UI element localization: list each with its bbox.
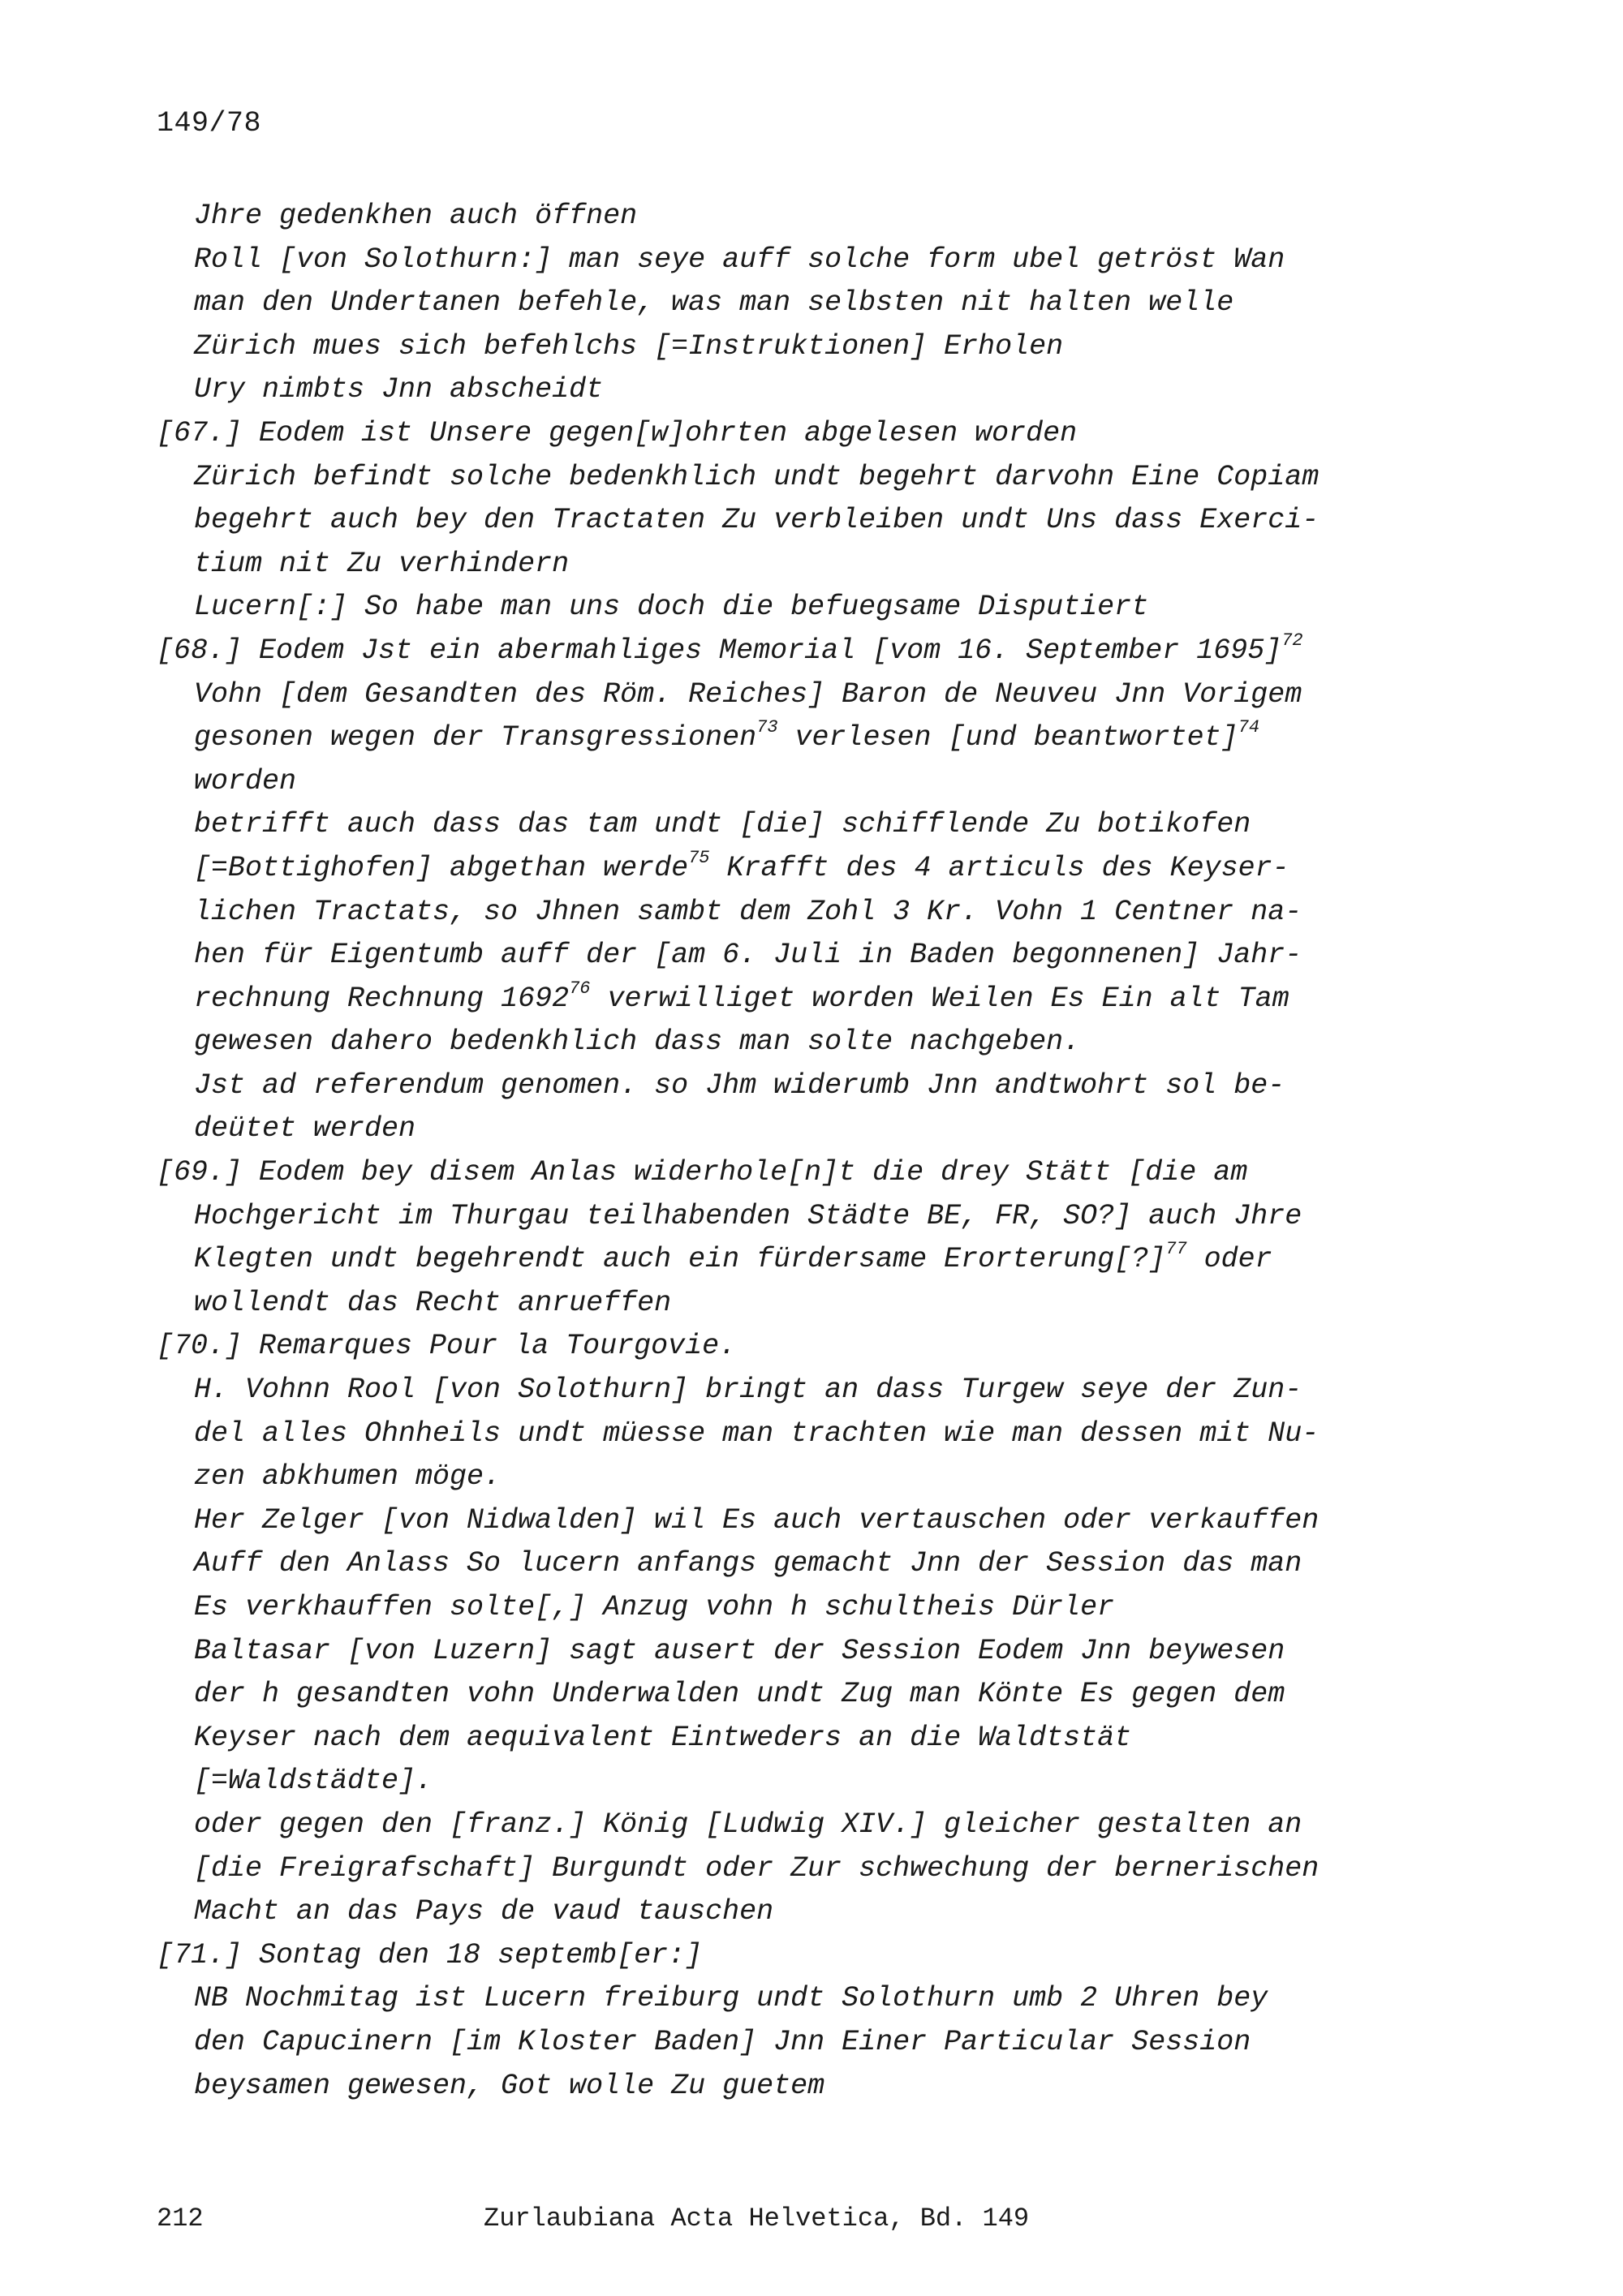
line-text: deütet werden <box>194 1112 416 1146</box>
text-line <box>157 412 1423 456</box>
line-text: Hochgericht im Thurgau teilhabenden Städte BE, FR, SO?] auch Jhre <box>194 1199 1302 1232</box>
line-text: Roll [von Solothurn:] man seye auff solche form ubel getröst Wan <box>194 243 1285 276</box>
text-line <box>157 760 1423 804</box>
line-text: Baltasar [von Luzern] sagt ausert der Session Eodem Jnn beywesen <box>194 1634 1285 1667</box>
running-footer-title: Zurlaubiana Acta Helvetica, Bd. 149 <box>484 2204 1030 2234</box>
text-line <box>157 2065 1423 2109</box>
text-line <box>157 1977 1423 2021</box>
text-line <box>157 456 1423 500</box>
line-text: Jst ad referendum genomen. so Jhm widerumb Jnn andtwohrt sol be- <box>194 1068 1285 1102</box>
line-text: Lucern[:] So habe man uns doch die befuegsame Disputiert <box>194 591 1149 624</box>
line-text: [die Freigrafschaft] Burgundt oder Zur schwechung der bernerischen <box>194 1851 1319 1885</box>
line-text: Keyser nach dem aequivalent Eintweders an die Waldtstät <box>194 1721 1132 1754</box>
text-line <box>157 978 1423 1021</box>
text-line <box>157 1107 1423 1151</box>
text-line <box>157 847 1423 891</box>
line-text: gewesen dahero bedenkhlich dass man solte nachgeben. <box>194 1025 1081 1059</box>
text-line <box>157 1151 1423 1195</box>
line-text: Es verkhauffen solte[,] Anzug vohn h schultheis Dürler <box>194 1591 1115 1623</box>
text-line <box>157 1195 1423 1239</box>
line-text: Ury nimbts Jnn abscheidt <box>194 373 604 406</box>
text-line <box>157 586 1423 630</box>
text-line <box>157 1542 1423 1586</box>
page-number: 212 <box>157 2204 204 2234</box>
line-text: Klegten undt begehrendt auch ein fürdersame Erorterung[?] <box>194 1243 1166 1276</box>
text-line <box>157 543 1423 587</box>
text-line <box>157 1934 1423 1978</box>
line-text: rechnung Rechnung 1692 <box>194 982 570 1015</box>
text-line <box>157 1499 1423 1543</box>
text-line <box>157 630 1423 673</box>
line-text: Zürich befindt solche bedenkhlich undt begehrt darvohn Eine Copiam <box>194 460 1319 493</box>
line-text: beysamen gewesen, Got wolle Zu guetem <box>194 2069 825 2102</box>
line-text: del alles Ohnheils undt müesse man trachten wie man dessen mit Nu- <box>194 1417 1319 1450</box>
footnote-marker: 72 <box>1281 630 1303 651</box>
page-reference: 149/78 <box>157 107 262 140</box>
text-line <box>157 1630 1423 1674</box>
footnote-marker: 73 <box>756 717 778 738</box>
text-line <box>157 1282 1423 1326</box>
line-text: hen für Eigentumb auff der [am 6. Juli in Baden begonnenen] Jahr- <box>194 939 1302 972</box>
line-text: Zürich mues sich befehlchs [=Instruktionen] Erholen <box>194 329 1064 363</box>
text-line <box>157 1325 1423 1369</box>
line-text: begehrt auch bey den Tractaten Zu verbleiben undt Uns dass Exerci- <box>194 504 1319 537</box>
document-body <box>157 195 1423 2108</box>
line-text-continued: verlesen [und beantwortet] <box>777 721 1238 755</box>
text-line <box>157 803 1423 847</box>
text-line <box>157 1804 1423 1847</box>
text-line <box>157 282 1423 325</box>
line-text: tium nit Zu verhindern <box>194 547 570 580</box>
line-text: zen abkhumen möge. <box>194 1460 502 1494</box>
text-line <box>157 195 1423 239</box>
footnote-marker: 76 <box>569 978 591 999</box>
line-text: [=Bottighofen] abgethan werde <box>194 851 689 884</box>
line-text: [68.] Eodem Jst ein abermahliges Memorial [vom 16. September 1695] <box>157 634 1282 667</box>
text-line <box>157 934 1423 978</box>
line-text-continued: oder <box>1186 1243 1272 1276</box>
text-line <box>157 1586 1423 1630</box>
text-line <box>157 1455 1423 1499</box>
text-line <box>157 716 1423 760</box>
line-text: Her Zelger [von Nidwalden] wil Es auch vertauschen oder verkauffen <box>194 1503 1319 1537</box>
text-line <box>157 1369 1423 1412</box>
line-text: betrifft auch dass das tam undt [die] schifflende Zu botikofen <box>194 808 1251 841</box>
text-line <box>157 1064 1423 1108</box>
text-line <box>157 673 1423 717</box>
text-line <box>157 2021 1423 2065</box>
line-text: worden <box>194 764 297 798</box>
footnote-marker: 75 <box>688 847 710 868</box>
line-text: oder gegen den [franz.] König [Ludwig XIV.] gleicher gestalten an <box>194 1808 1302 1841</box>
line-text: Macht an das Pays de vaud tauschen <box>194 1895 774 1928</box>
text-line <box>157 1847 1423 1891</box>
text-line <box>157 1673 1423 1717</box>
text-line <box>157 1238 1423 1282</box>
text-line <box>157 1021 1423 1064</box>
text-line <box>157 325 1423 369</box>
line-text: [71.] Sontag den 18 septemb[er:] <box>157 1938 703 1971</box>
line-text: [67.] Eodem ist Unsere gegen[w]ohrten abgelesen worden <box>157 416 1078 449</box>
line-text-continued: Krafft des 4 articuls des Keyser- <box>709 851 1289 884</box>
text-line <box>157 1717 1423 1761</box>
line-text: den Capucinern [im Kloster Baden] Jnn Einer Particular Session <box>194 2025 1251 2058</box>
line-text: der h gesandten vohn Underwalden undt Zug man Könte Es gegen dem <box>194 1678 1285 1711</box>
text-line <box>157 1890 1423 1934</box>
line-text: [69.] Eodem bey disem Anlas widerhole[n]t die drey Stätt [die am <box>157 1156 1248 1189</box>
line-text: gesonen wegen der Transgressionen <box>194 721 757 755</box>
line-text: Vohn [dem Gesandten des Röm. Reiches] Baron de Neuveu Jnn Vorigem <box>194 677 1302 711</box>
line-text: NB Nochmitag ist Lucern freiburg undt Solothurn umb 2 Uhren bey <box>194 1982 1268 2015</box>
line-text: H. Vohnn Rool [von Solothurn] bringt an dass Turgew seye der Zun- <box>194 1374 1302 1407</box>
text-line <box>157 368 1423 412</box>
text-line <box>157 1412 1423 1456</box>
line-text: lichen Tractats, so Jhnen sambt dem Zohl 3 Kr. Vohn 1 Centner na- <box>194 895 1302 928</box>
line-text: Auff den Anlass So lucern anfangs gemacht Jnn der Session das man <box>194 1547 1302 1580</box>
text-line <box>157 1760 1423 1804</box>
line-text: [=Waldstädte]. <box>194 1765 433 1798</box>
text-line <box>157 499 1423 543</box>
line-text: man den Undertanen befehle, was man selbsten nit halten welle <box>194 286 1234 320</box>
line-text: Jhre gedenkhen auch öffnen <box>194 200 638 232</box>
line-text-continued: verwilliget worden Weilen Es Ein alt Tam <box>590 982 1289 1015</box>
line-text: wollendt das Recht anrueffen <box>194 1286 672 1319</box>
footnote-marker: 77 <box>1165 1239 1187 1260</box>
footnote-marker: 74 <box>1238 717 1260 738</box>
text-line <box>157 239 1423 282</box>
line-text: [70.] Remarques Pour la Tourgovie. <box>157 1330 737 1363</box>
text-line <box>157 891 1423 935</box>
